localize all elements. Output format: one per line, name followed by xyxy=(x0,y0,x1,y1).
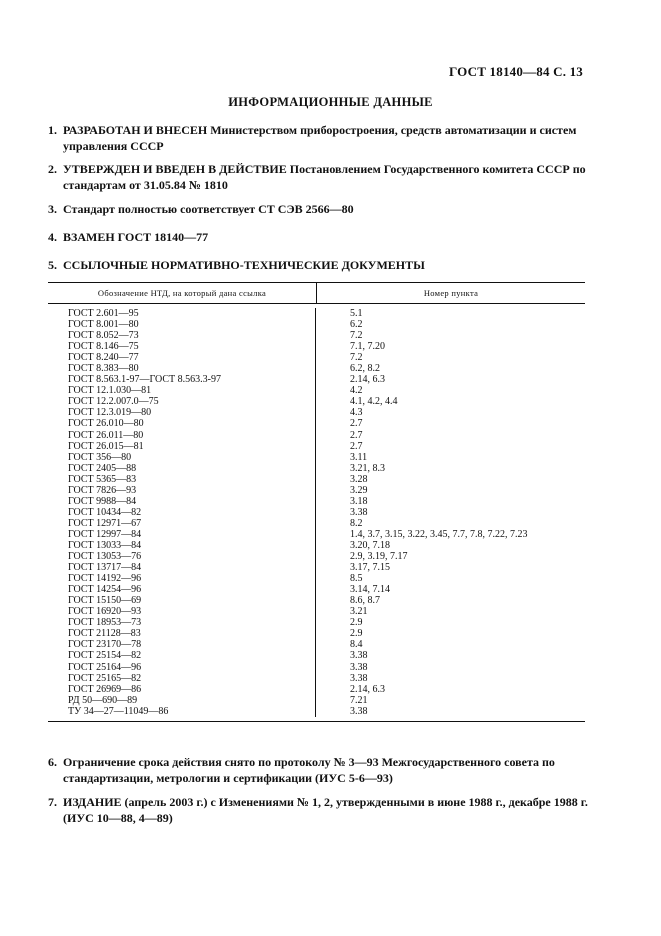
item-6 xyxy=(48,754,588,786)
item-4 xyxy=(48,229,588,245)
table-cell-document: ГОСТ 26.015—81 xyxy=(68,440,144,452)
table-cell-document: ГОСТ 26969—86 xyxy=(68,683,142,695)
table-cell-clause: 4.2 xyxy=(350,385,363,397)
table-cell-document: ГОСТ 2.601—95 xyxy=(68,308,139,319)
table-cell-document: ГОСТ 5365—83 xyxy=(68,473,137,485)
item-2 xyxy=(48,161,588,193)
table-cell-document: ГОСТ 21128—83 xyxy=(68,628,141,640)
table-cell-clause: 7.1, 7.20 xyxy=(350,341,385,353)
table-cell-clause: 3.38 xyxy=(350,506,368,518)
item-text: Постановлением Государственного комитета СССР по стандартам от 31.05.84 № 1810 xyxy=(63,162,586,192)
page-header: ГОСТ 18140—84 С. 13 xyxy=(449,64,583,79)
table-cell-clause: 3.14, 7.14 xyxy=(350,584,390,596)
table-cell-document: ГОСТ 25154—82 xyxy=(68,650,142,662)
table-cell-document: ГОСТ 26.010—80 xyxy=(68,418,144,430)
item-text: Министерством приборостроения, средств автоматизации и систем управления СССР xyxy=(63,123,577,153)
table-cell-clause: 8.6, 8.7 xyxy=(350,595,380,607)
table-cell-clause: 3.21, 8.3 xyxy=(350,462,385,474)
table-cell-document: ГОСТ 12.3.019—80 xyxy=(68,407,152,419)
item-3 xyxy=(48,201,588,217)
table-cell-clause: 3.21 xyxy=(350,606,368,618)
table-header-document: Обозначение НТД, на который дана ссылка xyxy=(48,283,317,303)
table-cell-clause: 3.20, 7.18 xyxy=(350,539,390,551)
table-cell-document: ГОСТ 13717—84 xyxy=(68,562,142,574)
item-number: 3. xyxy=(48,202,57,216)
table-cell-clause: 7.2 xyxy=(350,330,363,342)
table-cell-clause: 3.38 xyxy=(350,650,368,662)
item-number: 7. xyxy=(48,795,57,809)
table-cell-document: ГОСТ 12.1.030—81 xyxy=(68,385,152,397)
table-cell-clause: 1.4, 3.7, 3.15, 3.22, 3.45, 7.7, 7.8, 7.22, 7.23 xyxy=(350,528,528,540)
table-cell-clause: 8.5 xyxy=(350,573,363,585)
table-cell-document: ГОСТ 25165—82 xyxy=(68,672,142,684)
table-cell-clause: 3.18 xyxy=(350,495,368,507)
table-cell-document: ГОСТ 8.052—73 xyxy=(68,330,139,342)
table-cell-document: ТУ 34—27—11049—86 xyxy=(68,705,169,717)
table-cell-clause: 2.7 xyxy=(350,429,363,441)
item-lead: ИЗДАНИЕ xyxy=(63,795,122,809)
table-cell-document: ГОСТ 10434—82 xyxy=(68,506,142,518)
table-body xyxy=(48,304,585,721)
table-header xyxy=(48,283,585,304)
item-number: 5. xyxy=(48,258,57,272)
item-lead: ВЗАМЕН ГОСТ 18140—77 xyxy=(63,230,209,244)
table-cell-document: ГОСТ 12997—84 xyxy=(68,528,142,540)
table-cell-clause: 2.7 xyxy=(350,440,363,452)
table-cell-document: РД 50—690—89 xyxy=(68,694,138,706)
item-number: 6. xyxy=(48,755,57,769)
item-text: Ограничение срока действия снято по протоколу № 3—93 Межгосударственного совета по стандартизации, метрологии и сертификации (ИУС 5-6—93) xyxy=(63,755,555,785)
table-cell-clause: 8.2 xyxy=(350,517,363,529)
table-cell-clause: 2.14, 6.3 xyxy=(350,374,385,386)
table-cell-clause: 4.3 xyxy=(350,407,363,419)
table-cell-document: ГОСТ 356—80 xyxy=(68,451,132,463)
document-column xyxy=(48,308,316,717)
item-lead: УТВЕРЖДЕН И ВВЕДЕН В ДЕЙСТВИЕ xyxy=(63,162,287,176)
table-cell-clause: 3.28 xyxy=(350,473,368,485)
table-cell-clause: 3.11 xyxy=(350,451,368,463)
references-table xyxy=(48,282,585,722)
table-cell-document: ГОСТ 23170—78 xyxy=(68,639,142,651)
table-cell-clause: 7.2 xyxy=(350,352,363,364)
table-cell-clause: 3.38 xyxy=(350,705,368,717)
table-cell-clause: 7.21 xyxy=(350,694,368,706)
item-lead: ССЫЛОЧНЫЕ НОРМАТИВНО-ТЕХНИЧЕСКИЕ ДОКУМЕНТЫ xyxy=(63,258,425,272)
table-cell-clause: 2.7 xyxy=(350,418,363,430)
table-cell-document: ГОСТ 14254—96 xyxy=(68,584,142,596)
table-cell-clause: 2.9 xyxy=(350,628,363,640)
table-cell-clause: 4.1, 4.2, 4.4 xyxy=(350,396,398,408)
table-cell-document: ГОСТ 7826—93 xyxy=(68,484,137,496)
table-cell-document: ГОСТ 8.383—80 xyxy=(68,363,139,375)
table-cell-document: ГОСТ 15150—69 xyxy=(68,595,142,607)
table-cell-clause: 5.1 xyxy=(350,308,363,319)
item-lead: РАЗРАБОТАН И ВНЕСЕН xyxy=(63,123,208,137)
clause-column xyxy=(316,308,585,717)
table-cell-document: ГОСТ 8.001—80 xyxy=(68,319,139,331)
table-cell-document: ГОСТ 14192—96 xyxy=(68,573,142,585)
table-cell-clause: 2.9, 3.19, 7.17 xyxy=(350,551,408,563)
table-cell-clause: 6.2 xyxy=(350,319,363,331)
table-cell-clause: 3.38 xyxy=(350,672,368,684)
item-text: (апрель 2003 г.) с Изменениями № 1, 2, утвержденными в июне 1988 г., декабре 1988 г. (ИУС 10—88, 4—89) xyxy=(63,795,588,825)
table-header-clause: Номер пункта xyxy=(423,288,479,298)
table-cell-clause: 3.17, 7.15 xyxy=(350,562,390,574)
table-cell-document: ГОСТ 12.2.007.0—75 xyxy=(68,396,159,408)
table-cell-document: ГОСТ 25164—96 xyxy=(68,661,142,673)
table-cell-document: ГОСТ 18953—73 xyxy=(68,617,142,629)
item-5 xyxy=(48,257,588,273)
table-cell-document: ГОСТ 13053—76 xyxy=(68,551,142,563)
table-cell-document: ГОСТ 13033—84 xyxy=(68,539,142,551)
item-1 xyxy=(48,122,588,154)
item-number: 1. xyxy=(48,123,57,137)
table-cell-clause: 3.38 xyxy=(350,661,368,673)
table-cell-clause: 3.29 xyxy=(350,484,368,496)
section-title: ИНФОРМАЦИОННЫЕ ДАННЫЕ xyxy=(228,95,433,109)
table-cell-document: ГОСТ 8.563.1-97—ГОСТ 8.563.3-97 xyxy=(68,374,221,386)
table-cell-document: ГОСТ 26.011—80 xyxy=(68,429,144,441)
item-text: Стандарт полностью соответствует СТ СЭВ 2566—80 xyxy=(63,202,354,216)
table-cell-document: ГОСТ 16920—93 xyxy=(68,606,142,618)
table-cell-clause: 2.9 xyxy=(350,617,363,629)
item-number: 2. xyxy=(48,162,57,176)
table-cell-document: ГОСТ 12971—67 xyxy=(68,517,142,529)
table-cell-clause: 6.2, 8.2 xyxy=(350,363,380,375)
item-number: 4. xyxy=(48,230,57,244)
item-7 xyxy=(48,794,588,826)
table-cell-document: ГОСТ 2405—88 xyxy=(68,462,137,474)
table-cell-clause: 2.14, 6.3 xyxy=(350,683,385,695)
table-cell-document: ГОСТ 8.146—75 xyxy=(68,341,139,353)
table-cell-document: ГОСТ 9988—84 xyxy=(68,495,137,507)
table-cell-document: ГОСТ 8.240—77 xyxy=(68,352,139,364)
table-cell-clause: 8.4 xyxy=(350,639,363,651)
